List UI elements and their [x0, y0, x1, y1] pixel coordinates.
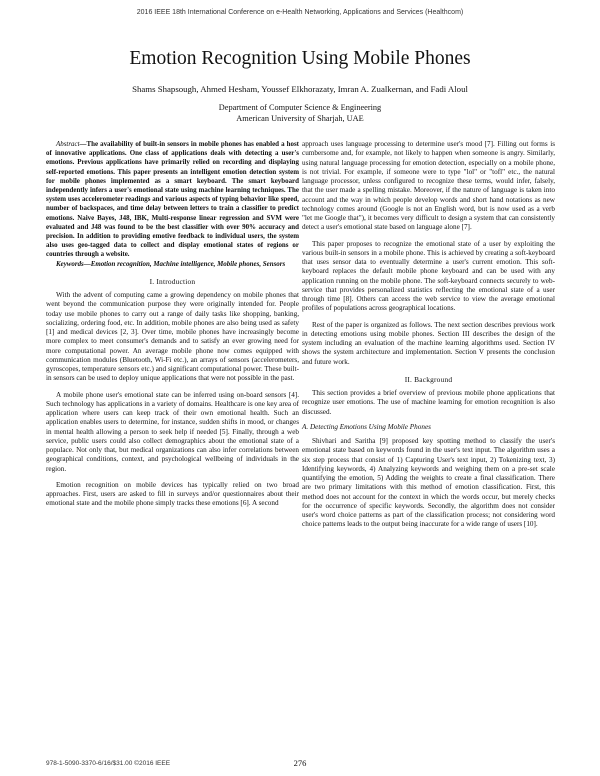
right-column: [302, 140, 555, 530]
abstract-text: —The availability of built-in sensors in mobile phones has enabled a host of innovative applications. One class of applications deals with detecting a user's emotions. Previous applications have primarily relied on recording and displaying self-reported emotions. This paper presents an intelligent emotion detection system for mobile phones implemented as a smart keyboard. The smart keyboard independently infers a user's emotional state using machine learning techniques. The system uses accelerometer readings and various aspects of typing behavior like speed, number of backspaces, and time delay between letters to train a classifier to predict emotions. Naive Bayes, J48, IBK, Multi-response linear regression and SVM were evaluated and J48 was found to be the best classifier with over 90% accuracy and precision. In addition to providing emotive feedback to individual users, the system also uses geo-tagged data to collect and display emotional states of regions or countries through a website.: [46, 140, 299, 259]
footer-isbn: 978-1-5090-3370-6/16/$31.00 ©2016 IEEE: [46, 760, 171, 767]
affiliation: [0, 102, 600, 124]
right-paragraph-2: This paper proposes to recognize the emotional state of a user by exploiting the various built-in sensors in a mobile phone. This is achieved by creating a soft-keyboard that uses sensor data to eventually determine a user's current emotion. This soft-keyboard replaces the default mobile phone keyboard and can be used with any application running on the mobile phone. The soft-keyboard connects securely to web-service that provides personalized statistics reflecting the emotional state of a user through time [8]. Others can access the web service to view the average emotional profiles of populations across geographical locations.: [302, 239, 555, 313]
page-number: 276: [293, 758, 307, 768]
subsection-paragraph: Shivhari and Saritha [9] proposed key spotting method to classify the user's emotional state based on keywords found in the user's text input. The algorithm uses a six step process that consist of 1) Capturing User's text input, 2) Tokenizing text, 3) Identifying keywords, 4) Analyzing keywords and weighing them on a pre-set scale quantifying the emotion, 5) Adding the weights to create a final classification. There are two primary limitations with this method of emotion classification. First, this method does not account for the context in which the words occur, but merely checks for the occurrence of specific keywords. Secondly, the algorithm does not consider user's word choice patterns as part of the classification process; not considering word choice patterns leads to the output being inaccurate for a wide range of users [10].: [302, 437, 555, 529]
affiliation-dept: Department of Computer Science & Engineering: [218, 103, 382, 112]
intro-paragraph-1: With the advent of computing came a growing dependency on mobile phones that went beyond the communication purpose they were originally intended for. People today use mobile phones to carry out a range of daily tasks like shopping, banking, socializing, ordering food, etc. In addition, mobile phones are also being used as safety [1] and medical devices [2, 3]. Over time, mobile phones have increasingly become more complex to meet consumer's demands and to satisfy an ever growing need for more computational power. An average mobile phone now comes equipped with communication modules (Bluetooth, Wi-Fi etc.), an arrays of sensors (accelerometers, gyroscopes, temperature sensors etc.) and significant computational power. These built-in sensors can be used to deploy unique applications that were not possible in the past.: [46, 291, 299, 383]
conference-header: 2016 IEEE 18th International Conference on e-Health Networking, Applications and Services (Healthcom): [136, 9, 464, 16]
abstract: [46, 140, 299, 260]
background-intro: This section provides a brief overview of previous mobile phone applications that recognize user emotions. The use of machine learning for emotion recognition is also discussed.: [302, 389, 555, 416]
abstract-lead: Abstract: [56, 140, 80, 148]
authors: Shams Shapsough, Ahmed Hesham, Youssef Elkhorazaty, Imran A. Zualkernan, and Fadi Aloul: [132, 84, 468, 94]
paper-title: Emotion Recognition Using Mobile Phones: [129, 48, 471, 69]
section-heading-introduction: I. Introduction: [149, 276, 196, 286]
subsection-heading: A. Detecting Emotions Using Mobile Phones: [302, 422, 431, 431]
section-heading-background: II. Background: [404, 374, 453, 384]
intro-paragraph-2: A mobile phone user's emotional state can be inferred using on-board sensors [4]. Such technology has applications in a variety of domains. Healthcare is one key area of application where users can keep track of their own emotional health. Such an application enables users to determine, for instance, sudden shifts in mood, or changes in mental health allowing a person to seek help if needed [5]. Finally, through a web service, public users could also collect demographics about the emotional state of a populace. Not only that, but medical organizations can also infer correlations between geographical conditions, context, and psychological wellbeing of individuals in the region.: [46, 390, 299, 473]
intro-paragraph-3: Emotion recognition on mobile devices has typically relied on two broad approaches. First, users are asked to fill in surveys and/or questionnaires about their emotional state and the mobile phone simply tracks these emotions [6]. A second: [46, 480, 299, 508]
affiliation-univ: American University of Sharjah, UAE: [236, 114, 364, 123]
left-column: [46, 140, 299, 509]
right-paragraph-3: Rest of the paper is organized as follows. The next section describes previous work in detecting emotions using mobile phones. Section III describes the design of the system including an evaluation of the machine learning algorithms used. Section IV shows the system architecture and implementation. Section V presents the conclusion and future work.: [302, 320, 555, 366]
right-paragraph-1: approach uses language processing to determine user's mood [7]. Filling out forms is cumbersome and, for example, not likely to happen when someone is angry. Similarly, using natural language processing for emotion detection, especially on a mobile phone, is not trivial. For example, if someone were to type "lol" or "tofl" etc., the natural language processor, unless configured to recognize these terms, would infer, falsely, that the user made a spelling mistake. Moreover, if the nature of language is taken into account and the way in which people develop words and short hand notations as new technology comes around (Google is not an English word, but is now used as a verb "let me Google that"), it becomes very difficult to design a system that can consistently detect a user's emotional state based on language alone [7].: [302, 140, 555, 232]
keywords: Keywords—Emotion recognition, Machine intelligence, Mobile phones, Sensors: [56, 259, 286, 268]
